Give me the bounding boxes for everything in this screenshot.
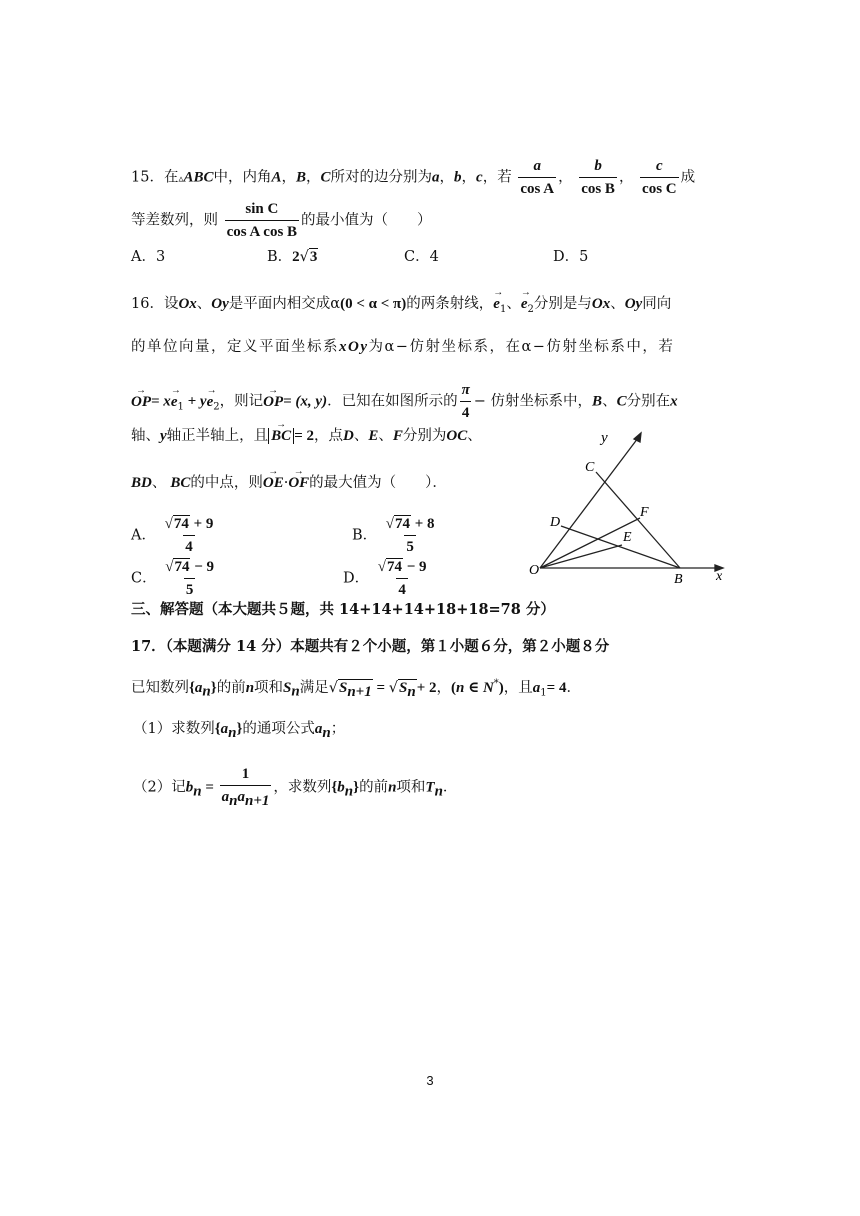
q16-line-2: 的单位向量，定义平面坐标系xOy为α−仿射坐标系，在α−仿射坐标系中，若 <box>131 339 675 355</box>
q15-option-d: D．5 <box>553 249 589 265</box>
q15-line-1: 15．在▵ABC中，内角A，B，C所对的边分别为a，b，c，若 $\frac{a}{\text{cos A}}$ ， $\frac{b}{\text{cos B}}$ ， $\frac{c}{\text{cos C}}$ 成 <box>131 158 696 197</box>
q17-line-1: 已知数列$\{a_n\}$的前n项和$S_n$满足$√S_{n+1} = √S_n+ 2$，(n ∈ N*)，且$a_1= 4$． <box>131 678 581 700</box>
label-B: B <box>674 572 683 587</box>
label-O: O <box>529 563 540 578</box>
q16-option-b: B． $\frac{√74 + 8}{5}$ <box>352 516 435 555</box>
label-C: C <box>585 460 595 475</box>
fraction-b-cosB: $\frac{b}{\text{cos B}}$ <box>581 158 615 197</box>
fraction-sinC: $\frac{\text{sin C}}{\text{cos A cos B}}$ <box>226 201 298 240</box>
q16-line-3: → $OP= x\to e_1 + y\to e_2$，则记→ OP= (x, y)．已知在如图所示的 $\frac{\pi}{4}$ − 仿射坐标系中，B、C分别在x <box>131 380 678 423</box>
page-number: 3 <box>426 1073 434 1088</box>
q16-option-c: C． $\frac{√74 - 9}{5}$ <box>131 559 215 598</box>
q16-line-4: 轴、y轴正半轴上，且→ BC = 2，点D、E、F分别为OC、 <box>131 426 482 446</box>
fraction-bn: $\frac{1}{a_na_{n+1}}$ <box>221 766 270 809</box>
label-E: E <box>623 530 632 545</box>
fraction-c-cosC: $\frac{c}{\text{cos C}}$ <box>642 158 677 197</box>
q17-part-1: （1）求数列$\{a_n\}$的通项公式$a_n$； <box>133 721 346 741</box>
q15-line-2: 等差数列，则 $\frac{\text{sin C}}{\text{cos A cos B}}$ 的最小值为（ ） <box>131 201 432 240</box>
y-axis-arrow <box>634 433 641 442</box>
affine-coordinate-figure <box>520 425 735 590</box>
q16-line-1: 16．设Ox、Oy是平面内相交成α(0 < α < π)的两条射线，→ $e_1$、→ $e_2$分别是与Ox、Oy同向 <box>131 294 671 320</box>
section-3-heading: 三、解答题（本大题共５题，共 14+14+14+18+18=78 分） <box>131 601 555 618</box>
q15-option-a: A．3 <box>131 249 166 265</box>
q15-option-b: B．2√3 <box>267 249 318 265</box>
fraction-pi-4: $\frac{\pi}{4}$ <box>461 382 470 421</box>
q17-heading: 17．（本题满分 14 分）本题共有２个小题，第１小题６分，第２小题８分 <box>131 638 610 655</box>
fraction-a-cosA: $\frac{a}{\text{cos A}}$ <box>520 158 555 197</box>
label-y: y <box>601 430 608 446</box>
label-D: D <box>550 515 561 530</box>
label-F: F <box>640 505 649 520</box>
q16-option-d: D． $\frac{√74 - 9}{4}$ <box>343 559 427 598</box>
segment-OE <box>540 545 622 568</box>
label-x: x <box>716 569 723 584</box>
q17-part-2: （2）记$b_n$ = $\frac{1}{a_na_{n+1}}$ ，求数列$\{b_n\}$的前n项和$T_n$． <box>133 766 458 809</box>
q16-line-5: BD、 BC的中点，则→ OE·→ OF的最大值为（ ）． <box>131 473 447 493</box>
q16-option-a: A． $\frac{√74 + 9}{4}$ <box>131 516 214 555</box>
q15-option-c: C．4 <box>404 249 439 265</box>
